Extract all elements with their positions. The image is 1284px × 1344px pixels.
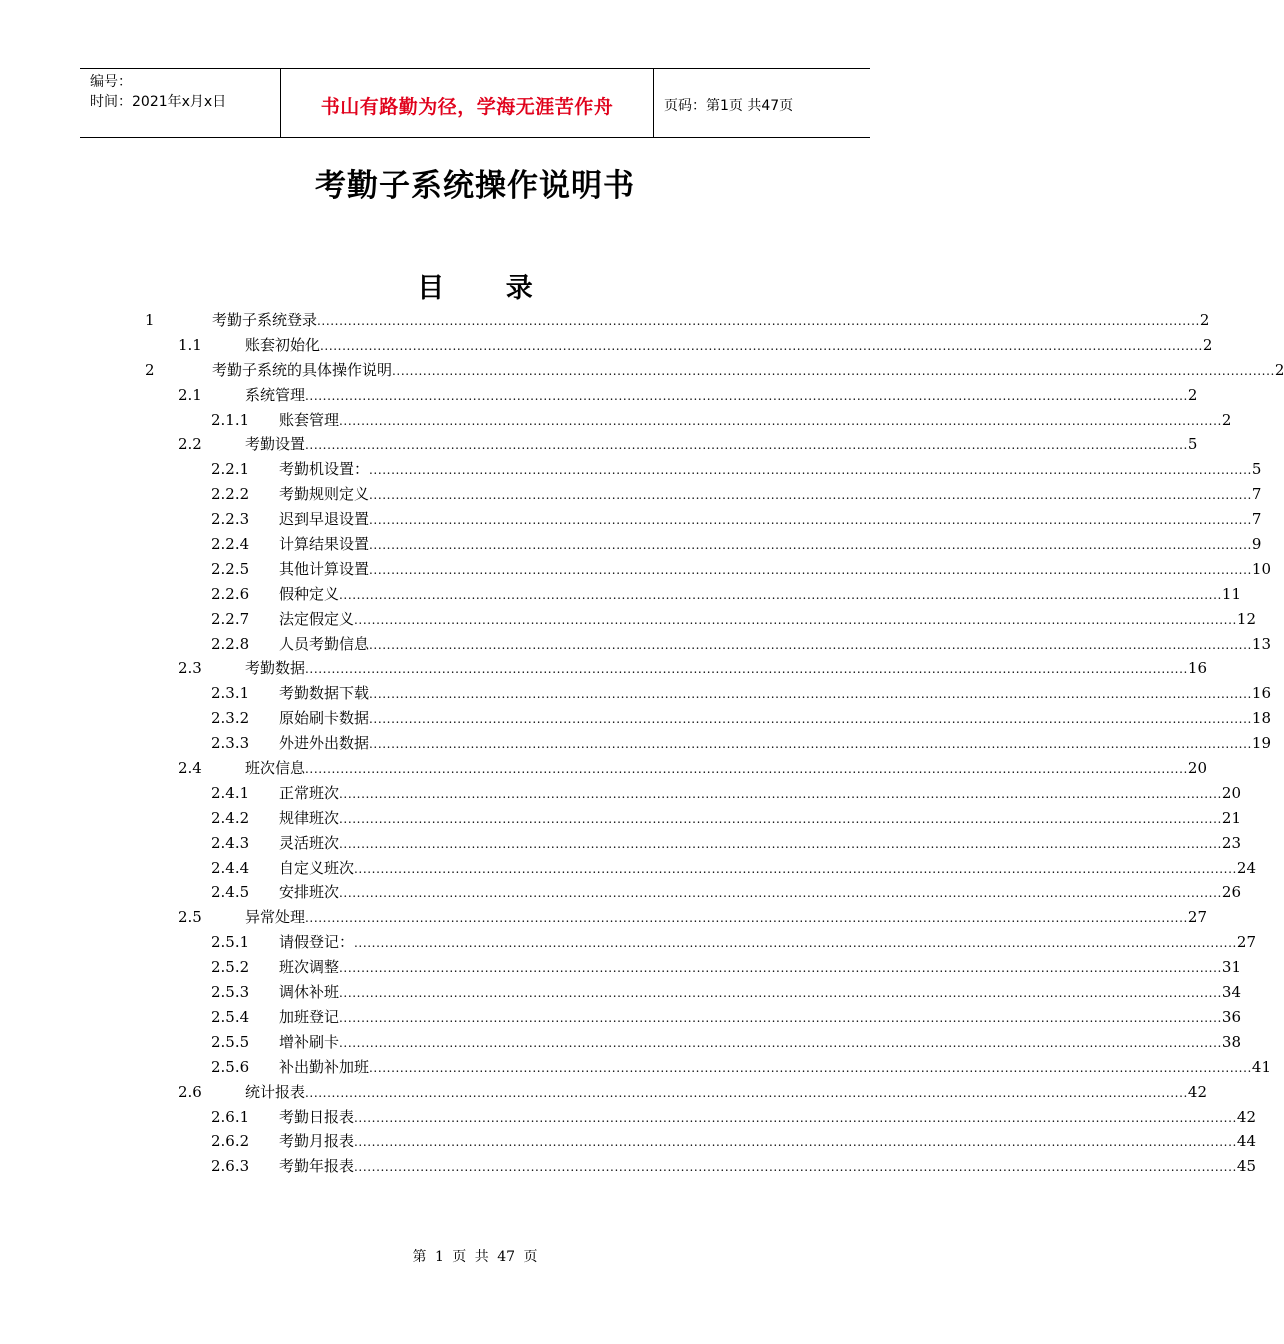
toc-entry-title: 考勤年报表 — [279, 1157, 355, 1176]
toc-entry-line — [279, 731, 1271, 757]
toc-entry[interactable] — [0, 955, 1241, 980]
toc-entry-number: 2.5.5 — [211, 1032, 250, 1051]
toc-entry[interactable] — [0, 308, 1210, 333]
toc-entry-title: 异常处理 — [245, 908, 306, 927]
toc-entry-number: 2.5.3 — [211, 983, 250, 1002]
toc-entry-page: 26 — [1221, 883, 1241, 902]
toc-entry-line — [279, 482, 1262, 508]
page-footer: 第 1 页 共 47 页 — [412, 1249, 538, 1265]
toc-entry[interactable] — [0, 706, 1271, 731]
toc-entry-page: 20 — [1221, 783, 1241, 802]
toc-dot-leader: ........................................................................................................................................................................................................ — [369, 538, 1252, 553]
toc-entry-title: 考勤数据 — [245, 659, 306, 678]
toc-entry-title: 考勤月报表 — [279, 1132, 355, 1151]
toc-entry-page: 38 — [1221, 1032, 1241, 1051]
toc-entry-title: 请假登记： — [279, 933, 355, 952]
toc-entry-page: 45 — [1236, 1157, 1256, 1176]
toc-entry-number: 2.6 — [178, 1082, 202, 1101]
toc-entry-number: 2.6.3 — [211, 1157, 250, 1176]
toc-entry[interactable] — [0, 333, 1213, 358]
toc-dot-leader: ........................................................................................................................................................................................................ — [369, 1060, 1252, 1075]
toc-entry-title: 考勤规则定义 — [279, 485, 370, 504]
toc-entry-page: 24 — [1236, 858, 1256, 877]
toc-entry[interactable] — [0, 1105, 1256, 1130]
toc-entry-page: 44 — [1236, 1132, 1256, 1151]
toc-entry-page: 16 — [1251, 684, 1271, 703]
toc-entry-title: 考勤子系统登录 — [212, 311, 318, 329]
toc-dot-leader: ........................................................................................................................................................................................................ — [339, 811, 1222, 826]
toc-entry-line — [245, 905, 1207, 931]
toc-entry[interactable] — [0, 781, 1241, 806]
toc-entry-number: 2.4 — [178, 759, 202, 778]
toc-entry-line — [279, 980, 1241, 1006]
toc-entry-page: 2 — [1187, 385, 1198, 404]
toc-dot-leader: ........................................................................................................................................................................................................ — [339, 836, 1222, 851]
toc-entry-page: 12 — [1236, 609, 1256, 628]
toc-dot-leader: ........................................................................................................................................................................................................ — [369, 737, 1252, 752]
toc-entry-number: 2.2.3 — [211, 510, 250, 529]
toc-entry-number: 2.2.6 — [211, 584, 250, 603]
toc-dot-leader: ........................................................................................................................................................................................................ — [354, 1110, 1237, 1125]
toc-entry-title: 班次信息 — [245, 759, 306, 778]
toc-dot-leader: ........................................................................................................................................................................................................ — [339, 1010, 1222, 1025]
toc-entry-page: 20 — [1187, 759, 1207, 778]
toc-entry-line — [279, 1055, 1271, 1081]
toc-entry-page: 42 — [1187, 1082, 1207, 1101]
toc-entry-number: 2.4.5 — [211, 883, 250, 902]
toc-entry-title: 补出勤补加班 — [279, 1057, 370, 1076]
toc-entry-line — [212, 358, 1284, 384]
toc-entry-title: 考勤子系统的具体操作说明 — [212, 360, 393, 379]
toc-entry-line — [212, 308, 1210, 334]
toc-entry-title: 安排班次 — [279, 883, 340, 902]
toc-entry[interactable] — [0, 1129, 1256, 1154]
toc-entry-line — [279, 507, 1262, 533]
toc-entry-title: 系统管理 — [245, 385, 306, 404]
toc-entry-number: 2.2.2 — [211, 485, 250, 504]
toc-entry-line — [279, 1105, 1256, 1131]
toc-dot-leader: ........................................................................................................................................................................................................ — [369, 687, 1252, 702]
toc-entry-page: 2 — [1274, 360, 1284, 379]
toc-entry-page: 23 — [1221, 833, 1241, 852]
toc-entry-number: 2.2.7 — [211, 609, 250, 628]
toc-entry-line — [245, 1080, 1207, 1106]
toc-entry-line — [279, 408, 1232, 434]
toc-entry-number: 2.6.2 — [211, 1132, 250, 1151]
toc-entry-number: 1 — [145, 311, 155, 329]
toc-entry-page: 42 — [1236, 1107, 1256, 1126]
toc-entry-page: 5 — [1187, 435, 1198, 454]
toc-entry-title: 原始刷卡数据 — [279, 709, 370, 728]
document-title: 考勤子系统操作说明书 — [315, 168, 635, 204]
toc-entry[interactable] — [0, 1005, 1241, 1030]
toc-entry-line — [279, 781, 1241, 807]
toc-entry-page: 34 — [1221, 983, 1241, 1002]
toc-entry[interactable] — [0, 681, 1271, 706]
toc-entry-page: 36 — [1221, 1007, 1241, 1026]
toc-entry-title: 正常班次 — [279, 783, 340, 802]
toc-entry[interactable] — [0, 557, 1271, 582]
toc-entry-title: 调休补班 — [279, 983, 340, 1002]
toc-dot-leader: ........................................................................................................................................................................................................ — [392, 363, 1275, 378]
toc-entry[interactable] — [0, 1030, 1241, 1055]
toc-entry-title: 考勤设置 — [245, 435, 306, 454]
toc-entry-number: 2.5 — [178, 908, 202, 927]
toc-entry-title: 增补刷卡 — [279, 1032, 340, 1051]
toc-entry-number: 2.3.3 — [211, 734, 250, 753]
toc-entry-number: 2.3 — [178, 659, 202, 678]
toc-entry-page: 10 — [1251, 559, 1271, 578]
toc-entry-line — [279, 806, 1241, 832]
toc-dot-leader: ........................................................................................................................................................................................................ — [339, 786, 1222, 801]
toc-entry-title: 法定假定义 — [279, 609, 355, 628]
toc-entry-page: 21 — [1221, 808, 1241, 827]
motto: 书山有路勤为径，学海无涯苦作舟 — [320, 95, 614, 118]
toc-entry-title: 账套初始化 — [245, 335, 321, 354]
page-info: 页码：第1页 共47页 — [664, 97, 794, 114]
toc-entry[interactable] — [0, 457, 1262, 482]
toc-entry-number: 2.2 — [178, 435, 202, 454]
toc-entry-number: 2.3.2 — [211, 709, 250, 728]
toc-entry[interactable] — [0, 1154, 1256, 1179]
toc-entry-line — [279, 607, 1256, 633]
toc-entry[interactable] — [0, 905, 1207, 930]
toc-entry-number: 2.5.2 — [211, 958, 250, 977]
toc-entry-title: 计算结果设置 — [279, 535, 370, 554]
toc-entry-title: 外进外出数据 — [279, 734, 370, 753]
toc-entry-title: 规律班次 — [279, 808, 340, 827]
toc-entry-title: 自定义班次 — [279, 858, 355, 877]
toc-dot-leader: ........................................................................................................................................................................................................ — [369, 562, 1252, 577]
toc-entry[interactable] — [0, 880, 1241, 905]
toc-entry-page: 11 — [1221, 584, 1241, 603]
toc-entry-page: 5 — [1251, 460, 1262, 479]
toc-entry-line — [279, 457, 1262, 483]
toc-dot-leader: ........................................................................................................................................................................................................ — [305, 911, 1188, 926]
toc-entry-page: 13 — [1251, 634, 1271, 653]
toc-dot-leader: ........................................................................................................................................................................................................ — [305, 1085, 1188, 1100]
toc-entry[interactable] — [0, 930, 1256, 955]
toc-dot-leader: ........................................................................................................................................................................................................ — [354, 861, 1237, 876]
toc-entry-title: 考勤日报表 — [279, 1107, 355, 1126]
toc-entry-number: 2.4.1 — [211, 783, 250, 802]
toc-dot-leader: ........................................................................................................................................................................................................ — [339, 961, 1222, 976]
toc-entry-title: 灵活班次 — [279, 833, 340, 852]
toc-entry-number: 2.4.4 — [211, 858, 250, 877]
toc-entry[interactable] — [0, 358, 1284, 383]
toc-entry-line — [279, 880, 1241, 906]
toc-entry-title: 其他计算设置 — [279, 559, 370, 578]
toc-entry[interactable] — [0, 656, 1207, 681]
toc-entry-line — [245, 656, 1207, 682]
toc-entry-line — [245, 383, 1198, 409]
toc-dot-leader: ........................................................................................................................................................................................................ — [369, 637, 1252, 652]
toc-entry[interactable] — [0, 582, 1241, 607]
toc-entry-number: 2.1 — [178, 385, 202, 404]
toc-entry-page: 19 — [1251, 734, 1271, 753]
toc-entry-line — [279, 1005, 1241, 1031]
toc-entry-page: 2 — [1221, 410, 1232, 429]
toc-entry[interactable] — [0, 756, 1207, 781]
toc-dot-leader: ........................................................................................................................................................................................................ — [305, 662, 1188, 677]
toc-dot-leader: ........................................................................................................................................................................................................ — [339, 986, 1222, 1001]
header-meta-cell — [80, 69, 281, 137]
toc-dot-leader: ........................................................................................................................................................................................................ — [339, 1035, 1222, 1050]
toc-dot-leader: ........................................................................................................................................................................................................ — [317, 314, 1200, 328]
toc-entry[interactable] — [0, 507, 1262, 532]
toc-entry[interactable] — [0, 980, 1241, 1005]
toc-dot-leader: ........................................................................................................................................................................................................ — [305, 438, 1188, 453]
toc-dot-leader: ........................................................................................................................................................................................................ — [320, 338, 1203, 353]
toc-entry-title: 班次调整 — [279, 958, 340, 977]
toc-dot-leader: ........................................................................................................................................................................................................ — [339, 886, 1222, 901]
toc-entry-title: 人员考勤信息 — [279, 634, 370, 653]
toc-entry-line — [279, 582, 1241, 608]
page-info-cell — [654, 69, 870, 137]
toc-entry-page: 27 — [1236, 933, 1256, 952]
toc-entry[interactable] — [0, 432, 1198, 457]
date-label: 时间：2021年x月x日 — [90, 94, 227, 110]
toc-dot-leader: ........................................................................................................................................................................................................ — [369, 712, 1252, 727]
toc-dot-leader: ........................................................................................................................................................................................................ — [354, 936, 1237, 951]
toc-entry-page: 31 — [1221, 958, 1241, 977]
toc-dot-leader: ........................................................................................................................................................................................................ — [354, 1135, 1237, 1150]
toc-entry-number: 2.2.8 — [211, 634, 250, 653]
toc-entry-title: 假种定义 — [279, 584, 340, 603]
toc-entry-number: 2.6.1 — [211, 1107, 250, 1126]
toc-dot-leader: ........................................................................................................................................................................................................ — [305, 762, 1188, 777]
toc-entry-line — [279, 706, 1271, 732]
toc-heading: 目 录 — [417, 273, 559, 304]
toc-entry-line — [279, 930, 1256, 956]
toc-entry-line — [279, 856, 1256, 882]
toc-entry-number: 1.1 — [178, 335, 202, 354]
toc-entry-title: 加班登记 — [279, 1007, 340, 1026]
toc-entry[interactable] — [0, 632, 1271, 657]
toc-entry-page: 7 — [1251, 510, 1262, 529]
toc-entry-line — [279, 557, 1271, 583]
toc-entry-number: 2.3.1 — [211, 684, 250, 703]
toc-entry-line — [279, 1030, 1241, 1056]
toc-dot-leader: ........................................................................................................................................................................................................ — [305, 388, 1188, 403]
toc-entry-number: 2.4.3 — [211, 833, 250, 852]
toc-entry-line — [279, 681, 1271, 707]
toc-dot-leader: ........................................................................................................................................................................................................ — [354, 612, 1237, 627]
number-label: 编号： — [90, 74, 132, 90]
toc-entry[interactable] — [0, 1080, 1207, 1105]
toc-entry-number: 2.5.4 — [211, 1007, 250, 1026]
toc-entry-line — [279, 955, 1241, 981]
toc-entry[interactable] — [0, 731, 1271, 756]
toc-entry-title: 统计报表 — [245, 1082, 306, 1101]
toc-entry[interactable] — [0, 831, 1241, 856]
toc-entry-title: 考勤数据下载 — [279, 684, 370, 703]
toc-entry-line — [279, 831, 1241, 857]
table-of-contents — [0, 308, 1284, 1179]
toc-entry-line — [279, 632, 1271, 658]
toc-dot-leader: ........................................................................................................................................................................................................ — [339, 413, 1222, 428]
toc-entry-line — [245, 432, 1198, 458]
toc-entry-number: 2 — [145, 360, 155, 379]
toc-entry-page: 27 — [1187, 908, 1207, 927]
header-table — [80, 68, 870, 138]
toc-entry-page: 41 — [1251, 1057, 1271, 1076]
toc-dot-leader: ........................................................................................................................................................................................................ — [354, 1160, 1237, 1175]
toc-entry-number: 2.2.5 — [211, 559, 250, 578]
toc-entry-line — [279, 1129, 1256, 1155]
toc-entry-number: 2.2.4 — [211, 535, 250, 554]
toc-entry-page: 9 — [1251, 535, 1262, 554]
toc-entry[interactable] — [0, 383, 1198, 408]
toc-entry[interactable] — [0, 482, 1262, 507]
toc-entry[interactable] — [0, 532, 1262, 557]
toc-entry-page: 2 — [1199, 311, 1210, 329]
toc-entry-line — [279, 1154, 1256, 1180]
toc-entry[interactable] — [0, 856, 1256, 881]
toc-dot-leader: ........................................................................................................................................................................................................ — [369, 488, 1252, 503]
toc-dot-leader: ........................................................................................................................................................................................................ — [369, 463, 1252, 478]
toc-entry-page: 7 — [1251, 485, 1262, 504]
toc-dot-leader: ........................................................................................................................................................................................................ — [339, 587, 1222, 602]
toc-entry-number: 2.2.1 — [211, 460, 250, 479]
toc-entry-number: 2.4.2 — [211, 808, 250, 827]
toc-entry-number: 2.1.1 — [211, 410, 250, 429]
toc-entry-line — [245, 333, 1213, 359]
toc-entry[interactable] — [0, 1055, 1271, 1080]
toc-entry-page: 16 — [1187, 659, 1207, 678]
toc-entry-page: 18 — [1251, 709, 1271, 728]
toc-entry-title: 账套管理 — [279, 410, 340, 429]
toc-entry-page: 2 — [1202, 335, 1213, 354]
toc-dot-leader: ........................................................................................................................................................................................................ — [369, 513, 1252, 528]
motto-cell — [281, 69, 654, 137]
toc-entry-line — [245, 756, 1207, 782]
toc-entry-line — [279, 532, 1262, 558]
toc-entry[interactable] — [0, 806, 1241, 831]
toc-entry-title: 迟到早退设置 — [279, 510, 370, 529]
toc-entry-number: 2.5.1 — [211, 933, 250, 952]
toc-entry-title: 考勤机设置： — [279, 460, 370, 479]
toc-entry-number: 2.5.6 — [211, 1057, 250, 1076]
toc-entry[interactable] — [0, 408, 1232, 433]
toc-entry[interactable] — [0, 607, 1256, 632]
